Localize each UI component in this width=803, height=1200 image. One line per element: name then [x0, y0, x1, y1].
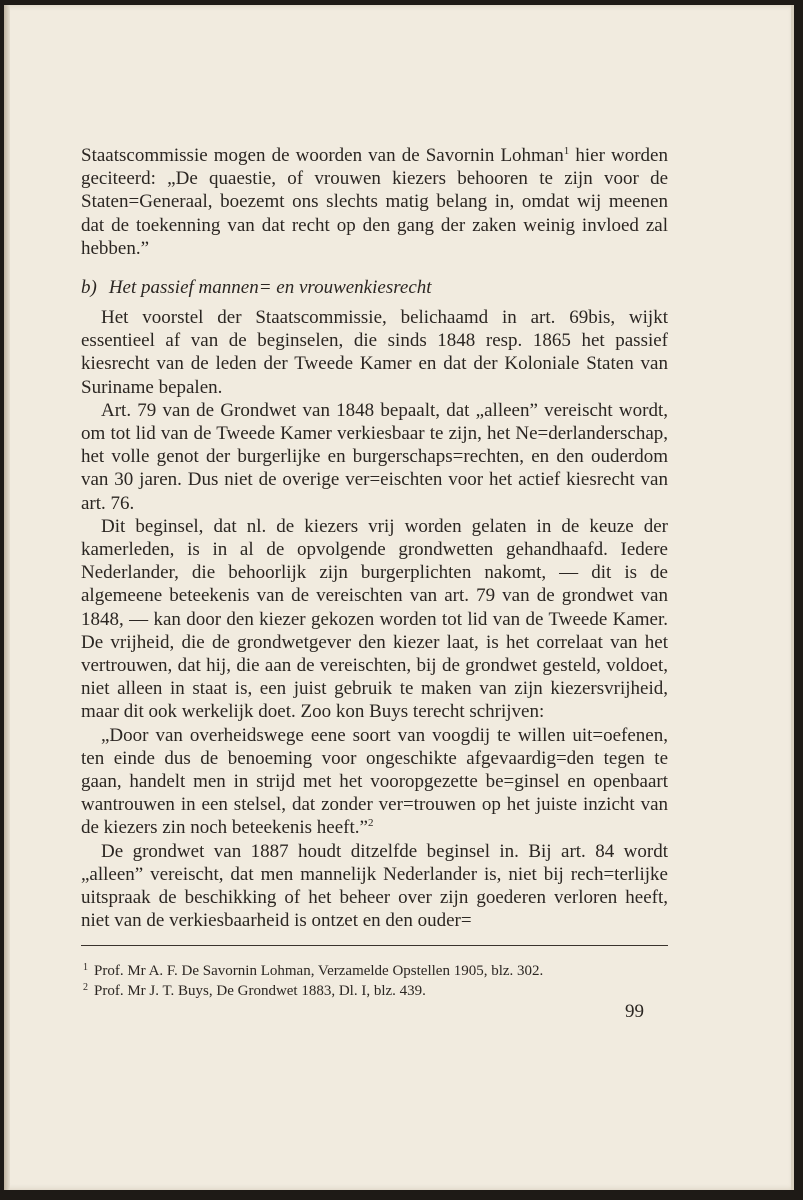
footnote-2	[83, 981, 668, 1001]
footnote-text: Prof. Mr A. F. De Savornin Lohman, Verzamelde Opstellen 1905, blz. 302.	[94, 963, 544, 979]
paragraph-1-text: Staatscommissie mogen de woorden van de Savornin Lohman	[81, 145, 564, 166]
footnote-ref-1[interactable]: 1	[563, 145, 570, 157]
page-edge	[791, 5, 794, 1190]
footnote-1	[83, 961, 668, 981]
paragraph-4: Dit beginsel, dat nl. de kiezers vrij worden gelaten in de keuze der kamerleden, is in al de opvolgende grondwetten gehandhaafd. Iedere Nederlander, die behoorlijk zijn burgerplichten nakomt, — dit is de algemeene beteekenis van de vereischten van art. 79 van de grondwet van 1848, — kan door den kiezer gekozen worden tot lid van de Tweede Kamer. De vrijheid, die de grondwetgever den kiezer laat, is het correlaat van het vertrouwen, dat hij, die aan de vereischten, bij de grondwet gesteld, voldoet, niet alleen in staat is, een juist gebruik te maken van zijn kiezersvrijheid, maar dit ook werkelijk doet. Zoo kon Buys terecht schrijven:	[81, 515, 668, 723]
footnote-ref-2[interactable]: 2	[367, 817, 374, 830]
book-page	[4, 5, 794, 1190]
paragraph-3: Art. 79 van de Grondwet van 1848 bepaalt, dat „alleen” vereischt wordt, om tot lid van de Tweede Kamer verkiesbaar te zijn, het Ne=derlanderschap, het volle genot der burgerlijke en burgerschaps=rechten, en den ouderdom van 30 jaren. Dus niet de overige ver=eischten voor het actief kiesrecht van art. 76.	[81, 399, 668, 514]
footnote-mark: 2	[83, 982, 88, 993]
footnotes	[83, 961, 668, 1001]
section-title: Het passief mannen= en vrouwenkiesrecht	[108, 277, 432, 299]
footnote-text: Prof. Mr J. T. Buys, De Grondwet 1883, Dl. I, blz. 439.	[94, 983, 426, 999]
paragraph-1-rest: hier worden geciteerd: „De quaestie, of vrouwen kiezers behooren te zijn voor de Staten=Generaal, boezemt ons slechts matig belang in, omdat wij meenen dat de toekenning van dat recht op den gang der zaken weinig invloed zal hebben.”	[81, 145, 668, 259]
footnote-rule	[81, 945, 668, 946]
section-letter: b)	[81, 277, 97, 299]
quotation-text: „Door van overheidswege eene soort van voogdij te willen uit=oefenen, ten einde dus de benoeming voor ongeschikte afgevaardig=den tegen te gaan, handelt men in strijd met het vooropgezette be=ginsel en openbaart wantrouwen in een stelsel, dat zonder ver=trouwen op het juiste inzicht van de kiezers zin noch beteekenis heeft.”	[81, 724, 668, 839]
quotation-paragraph	[81, 724, 668, 840]
paragraph-2: Het voorstel der Staatscommissie, belichaamd in art. 69bis, wijkt essentieel af van de beginselen, die sinds 1848 resp. 1865 het passief kiesrecht van de leden der Tweede Kamer en dat der Koloniale Staten van Suriname bepalen.	[81, 307, 668, 398]
paragraph-continuation	[81, 144, 668, 260]
footnote-mark: 1	[83, 962, 88, 973]
paragraph-6: De grondwet van 1887 houdt ditzelfde beginsel in. Bij art. 84 wordt „alleen” vereischt, dat men mannelijk Nederlander is, niet bij rech=terlijke uitspraak de beschikking of het beheer over zijn goederen verloren heeft, niet van de verkiesbaarheid is ontzet en den ouder=	[81, 840, 668, 932]
page-number: 99	[625, 1001, 644, 1022]
section-heading	[81, 276, 668, 299]
page-spine-shadow	[4, 5, 10, 1190]
body-text	[81, 144, 668, 933]
